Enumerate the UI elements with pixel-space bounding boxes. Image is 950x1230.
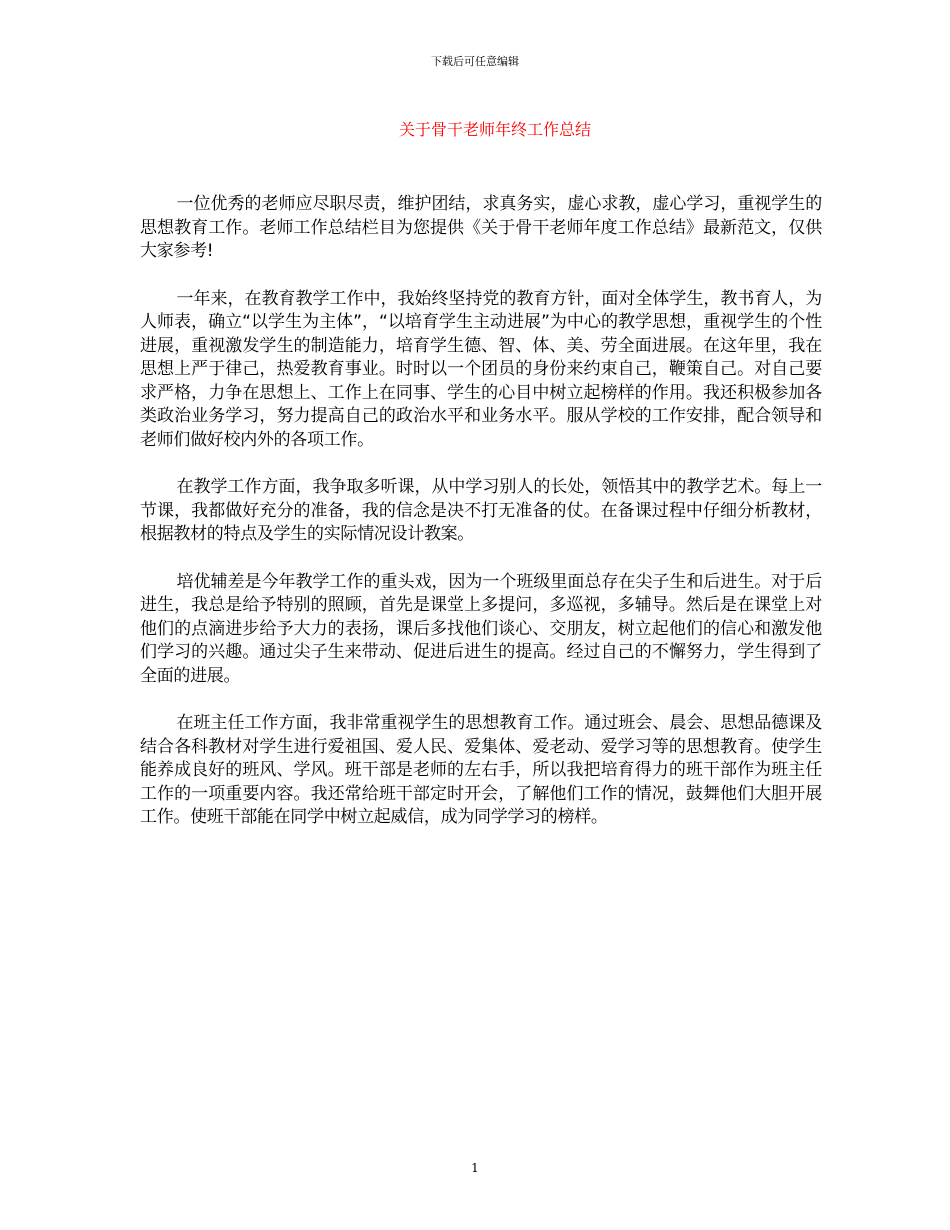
download-note: 下载后可任意编辑 bbox=[431, 55, 519, 68]
page-number: 1 bbox=[471, 1161, 479, 1175]
document-body bbox=[140, 193, 822, 854]
paragraph-intro: 一位优秀的老师应尽职尽责，维护团结，求真务实，虚心求教，虚心学习，重视学生的思想教育工作。老师工作总结栏目为您提供《关于骨干老师年度工作总结》最新范文，仅供大家参考! bbox=[140, 194, 822, 261]
document-title: 关于骨干老师年终工作总结 bbox=[398, 120, 591, 139]
paragraph-tutoring: 培优辅差是今年教学工作的重头戏，因为一个班级里面总存在尖子生和后进生。对于后进生，我总是给予特别的照顾，首先是课堂上多提问，多巡视，多辅导。然后是在课堂上对他们的点滴进步给予大力的表扬，课后多找他们谈心、交朋友，树立起他们的信心和激发他们学习的兴趣。通过尖子生来带动、促进后进生的提高。经过自己的不懈努力，学生得到了全面的进展。 bbox=[140, 571, 822, 686]
paragraph-class-teacher: 在班主任工作方面，我非常重视学生的思想教育工作。通过班会、晨会、思想品德课及结合各科教材对学生进行爱祖国、爱人民、爱集体、爱老动、爱学习等的思想教育。使学生能养成良好的班风、学风。班干部是老师的左右手，所以我把培育得力的班干部作为班主任工作的一项重要内容。我还常给班干部定时开会，了解他们工作的情况，鼓舞他们大胆开展工作。使班干部能在同学中树立起威信，成为同学学习的榜样。 bbox=[140, 713, 822, 827]
paragraph-education-work: 一年来，在教育教学工作中，我始终坚持党的教育方针，面对全体学生，教书育人，为人师表，确立“以学生为主体”，“以培育学生主动进展”为中心的教学思想，重视学生的个性进展，重视激发学生的制造能力，培育学生德、智、体、美、劳全面进展。在这年里，我在思想上严于律己，热爱教育事业。时时以一个团员的身份来约束自己，鞭策自己。对自己要求严格，力争在思想上、工作上在同事、学生的心目中树立起榜样的作用。我还积极参加各类政治业务学习，努力提高自己的政治水平和业务水平。服从学校的工作安排，配合领导和老师们做好校内外的各项工作。 bbox=[140, 288, 822, 450]
paragraph-teaching-work: 在教学工作方面，我争取多听课，从中学习别人的长处，领悟其中的教学艺术。每上一节课，我都做好充分的准备，我的信念是决不打无准备的仗。在备课过程中仔细分析教材，根据教材的特点及学生的实际情况设计教案。 bbox=[140, 477, 822, 544]
